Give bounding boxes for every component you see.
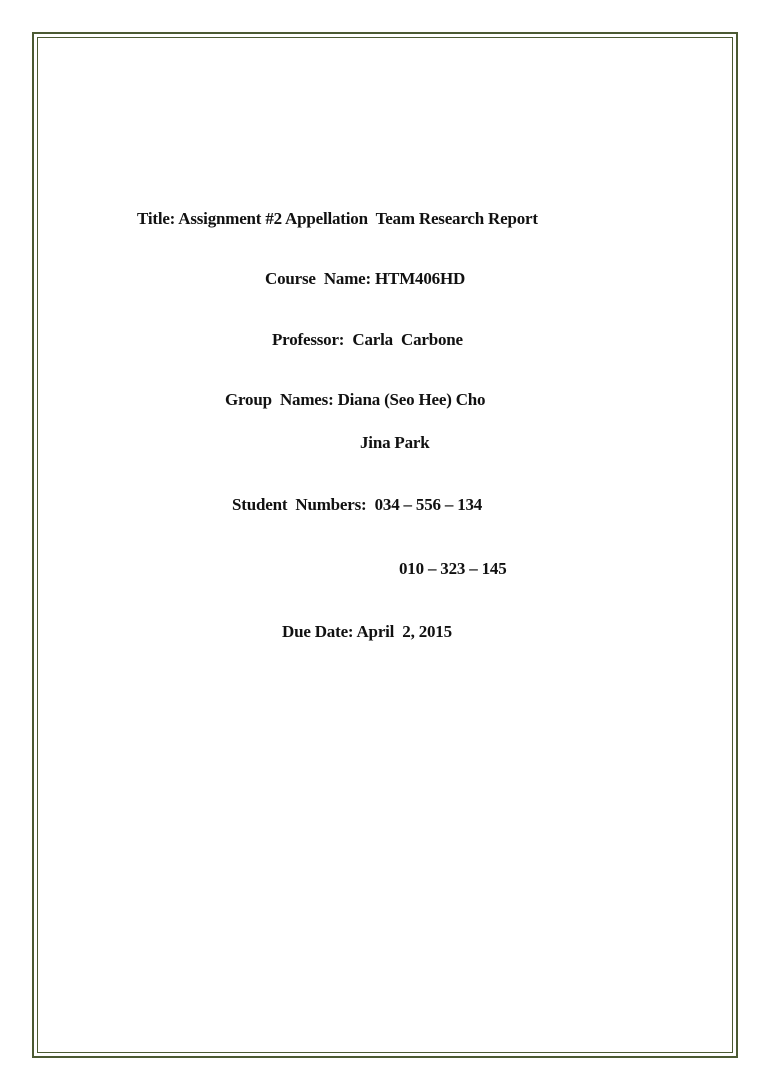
professor: Professor: Carla Carbone [272,330,463,349]
report-title: Title: Assignment #2 Appellation Team Research Report [137,209,538,228]
student-numbers: Student Numbers: 034 – 556 – 134 [232,495,483,514]
student-number-2: 010 – 323 – 145 [399,559,507,578]
group-names: Group Names: Diana (Seo Hee) Cho [225,390,486,409]
course-name: Course Name: HTM406HD [265,269,466,288]
due-date: Due Date: April 2, 2015 [282,622,452,641]
page-border-inner [37,37,733,1053]
group-member-2: Jina Park [360,433,430,452]
